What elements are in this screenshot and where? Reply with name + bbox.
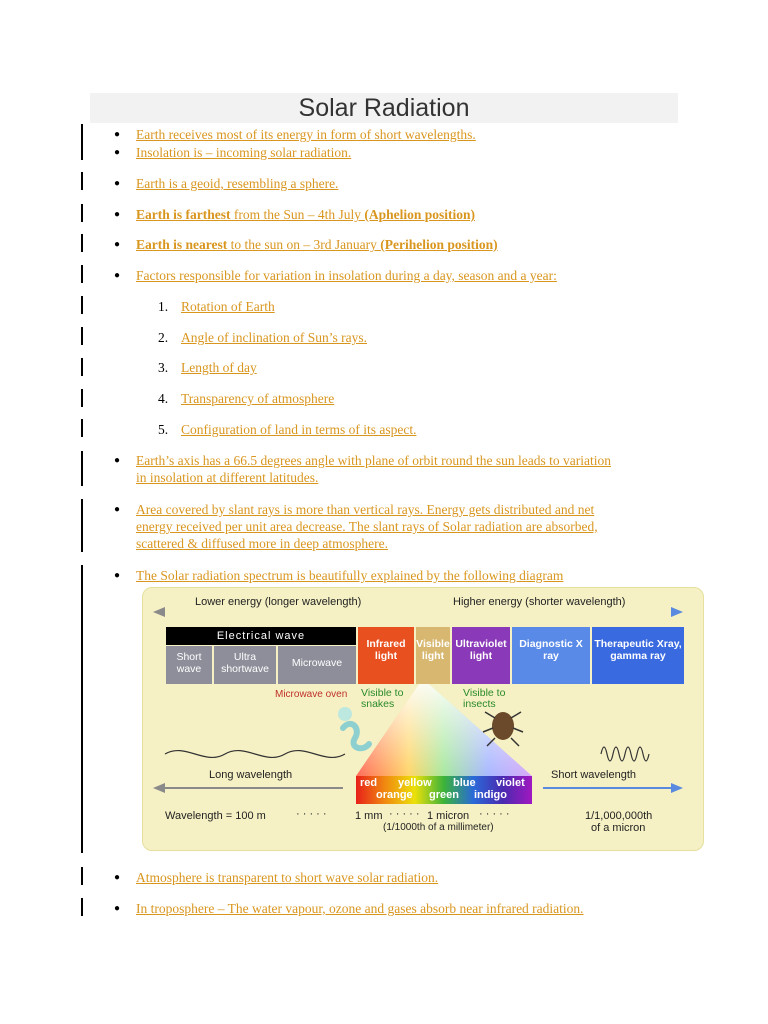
page-title: Solar Radiation xyxy=(298,94,470,122)
bullet: ● xyxy=(114,147,121,158)
change-bar xyxy=(81,296,83,314)
change-bar xyxy=(81,327,83,345)
ultraviolet-band: Ultraviolet light xyxy=(452,627,510,684)
change-bar xyxy=(81,499,83,552)
electrical-wave-band: Electrical wave xyxy=(166,627,356,645)
millimeter-note: (1/1000th of a millimeter) xyxy=(383,822,494,833)
text-line: Area covered by slant rays is more than vertical rays. Energy gets distributed and net xyxy=(136,502,595,517)
millionth-label: 1/1,000,000th xyxy=(585,810,653,822)
bullet: ● xyxy=(114,504,121,515)
list-item[interactable] xyxy=(136,452,611,486)
change-bar xyxy=(81,898,83,916)
color-violet: violet xyxy=(496,777,525,789)
list-item[interactable] xyxy=(136,501,598,552)
factor-item[interactable]: Length of day xyxy=(181,360,257,375)
diagnostic-band: Diagnostic X ray xyxy=(512,627,590,684)
list-number: 4. xyxy=(158,391,169,406)
higher-energy-label: Higher energy (shorter wavelength) xyxy=(453,596,626,608)
bullet: ● xyxy=(114,209,121,220)
visible-snakes-label xyxy=(361,688,421,710)
short-wavelength-label: Short wavelength xyxy=(551,769,636,781)
bullet: ● xyxy=(114,239,121,250)
list-number: 1. xyxy=(158,299,169,314)
bullet: ● xyxy=(114,178,121,189)
list-item[interactable]: Factors responsible for variation in insolation during a day, season and a year: xyxy=(136,268,557,283)
arrow-right-head xyxy=(671,607,683,617)
list-item[interactable]: Atmosphere is transparent to short wave solar radiation. xyxy=(136,870,439,885)
list-item[interactable]: Earth receives most of its energy in form of short wavelengths. xyxy=(136,127,476,142)
color-indigo: indigo xyxy=(474,789,507,801)
arrow-left-head xyxy=(153,607,165,617)
microwave-band: Microwave xyxy=(278,646,356,684)
factor-item[interactable]: Angle of inclination of Sun’s rays. xyxy=(181,330,367,345)
factor-item[interactable]: Configuration of land in terms of its aspect. xyxy=(181,422,417,437)
factor-item[interactable]: Rotation of Earth xyxy=(181,299,275,314)
bold-text: Earth is nearest xyxy=(136,237,228,252)
short-wave xyxy=(601,747,649,761)
of-micron-label: of a micron xyxy=(591,822,646,834)
dots: · · · · · xyxy=(389,808,420,820)
spectrum-diagram xyxy=(142,587,704,851)
dots: · · · · · xyxy=(296,808,327,820)
factor-item[interactable]: Transparency of atmosphere xyxy=(181,391,335,406)
visible-color-band xyxy=(356,776,532,804)
bullet: ● xyxy=(114,872,121,883)
visible-band: Visible light xyxy=(416,627,450,684)
change-bar xyxy=(81,172,83,190)
bullet: ● xyxy=(114,570,121,581)
list-item[interactable] xyxy=(136,206,475,223)
list-item[interactable]: The Solar radiation spectrum is beautifully explained by the following diagram xyxy=(136,568,564,583)
infrared-band: Infrared light xyxy=(358,627,414,684)
list-item[interactable]: Earth is a geoid, resembling a sphere. xyxy=(136,176,339,191)
bullet: ● xyxy=(114,903,121,914)
text: from the Sun – 4th July xyxy=(230,207,365,222)
long-wavelength-label: Long wavelength xyxy=(209,769,293,781)
wavelength-100m-label: Wavelength = 100 m xyxy=(165,810,266,822)
mm-label: 1 mm xyxy=(355,810,383,822)
change-bar xyxy=(81,565,83,853)
color-blue: blue xyxy=(453,777,476,789)
color-orange: orange xyxy=(376,789,413,801)
bold-text: (Perihelion position) xyxy=(380,237,498,252)
color-yellow: yellow xyxy=(398,777,432,789)
therapeutic-band: Therapeutic Xray, gamma ray xyxy=(592,627,684,684)
change-bar xyxy=(81,265,83,283)
change-bar xyxy=(81,867,83,885)
change-bar xyxy=(81,124,83,160)
long-wave xyxy=(165,751,345,758)
bullet: ● xyxy=(114,455,121,466)
label-text: Visible to insects xyxy=(463,687,506,710)
text-line: energy received per unit area decrease. The slant rays of Solar radiation are absorbed, xyxy=(136,519,598,534)
title-bar xyxy=(90,93,678,123)
dots: · · · · · xyxy=(479,808,510,820)
list-item[interactable]: In troposphere – The water vapour, ozone and gases absorb near infrared radiation. xyxy=(136,901,584,916)
change-bar xyxy=(81,451,83,486)
change-bar xyxy=(81,419,83,437)
label-text: Visible to snakes xyxy=(361,687,404,710)
bold-text: (Aphelion position) xyxy=(364,207,476,222)
beetle-icon xyxy=(492,712,514,740)
list-number: 2. xyxy=(158,330,169,345)
text-line: Earth’s axis has a 66.5 degrees angle with plane of orbit round the sun leads to variation xyxy=(136,453,611,468)
arrow-right-head xyxy=(671,783,683,793)
visible-insects-label xyxy=(463,688,523,710)
list-item[interactable]: Insolation is – incoming solar radiation. xyxy=(136,145,352,160)
short-wave-band: Short wave xyxy=(166,646,212,684)
text: to the sun on – 3rd January xyxy=(227,237,381,252)
color-green: green xyxy=(429,789,459,801)
change-bar xyxy=(81,204,83,222)
text-line: scattered & diffused more in deep atmosphere. xyxy=(136,536,389,551)
bullet: ● xyxy=(114,270,121,281)
list-number: 3. xyxy=(158,360,169,375)
change-bar xyxy=(81,234,83,252)
bold-text: Earth is farthest xyxy=(136,207,231,222)
ultra-shortwave-band: Ultra shortwave xyxy=(214,646,276,684)
change-bar xyxy=(81,389,83,407)
color-red: red xyxy=(360,777,378,789)
arrow-left-head xyxy=(153,783,165,793)
change-bar xyxy=(81,358,83,376)
bullet: ● xyxy=(114,129,121,140)
snake-icon xyxy=(343,724,369,748)
snake-head xyxy=(338,707,352,721)
microwave-oven-label: Microwave oven xyxy=(275,689,348,700)
micron-label: 1 micron xyxy=(427,810,470,822)
lower-energy-label: Lower energy (longer wavelength) xyxy=(195,596,362,608)
list-item[interactable] xyxy=(136,236,498,253)
text-line: in insolation at different latitudes. xyxy=(136,470,319,485)
list-number: 5. xyxy=(158,422,169,437)
